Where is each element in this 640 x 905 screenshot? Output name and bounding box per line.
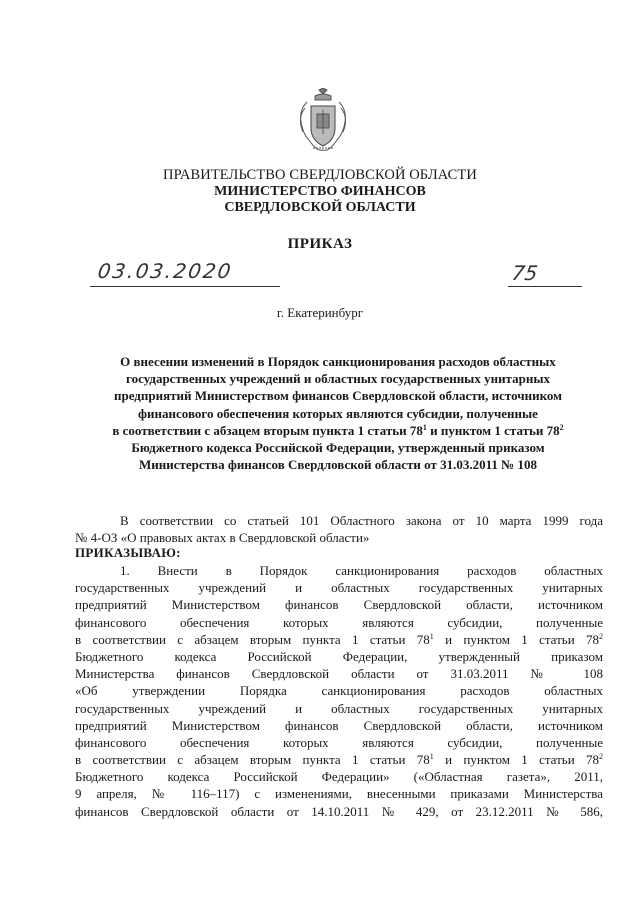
- item-1-paragraph: [75, 562, 603, 820]
- superscript: 1: [429, 752, 434, 762]
- body-line: «Об утверждении Порядка санкционирования расходов областных: [75, 683, 603, 699]
- body-text: в соответствии с абзацем вторым пункта 1 статьи 78: [75, 752, 430, 768]
- body-line: 1. Внести в Порядок санкционирования расходов областных: [120, 563, 603, 578]
- date-underline: [90, 286, 280, 287]
- handwritten-number: 75: [510, 261, 540, 285]
- subject-line: государственных учреждений и областных государственных унитарных: [126, 371, 550, 387]
- subject-line: Министерства финансов Свердловской области от 31.03.2011 № 108: [139, 457, 537, 473]
- superscript: 1: [422, 422, 427, 432]
- subject-line: предприятий Министерством финансов Свердловской области, источником: [113, 388, 563, 404]
- order-subject: [60, 353, 616, 473]
- superscript: 2: [559, 422, 564, 432]
- body-text: и пунктом 1 статьи 78: [433, 752, 599, 768]
- subject-text: в соответствии с абзацем вторым пункта 1 статьи 78: [112, 422, 423, 438]
- ministry-name-line1: МИНИСТЕРСТВО ФИНАНСОВ: [214, 184, 426, 199]
- subject-line: О внесении изменений в Порядок санкционирования расходов областных: [120, 354, 556, 369]
- subject-line: финансового обеспечения которых являются субсидии, полученные: [138, 405, 538, 421]
- ministry-name-line2: СВЕРДЛОВСКОЙ ОБЛАСТИ: [224, 200, 416, 215]
- number-underline: [508, 286, 582, 287]
- body-line: государственных учреждений и областных государственных унитарных: [75, 580, 603, 596]
- coat-of-arms-emblem: [295, 88, 351, 156]
- body-line: финансового обеспечения которых являются субсидии, полученные: [75, 614, 603, 630]
- body-line: [75, 751, 603, 768]
- body-text: в соответствии с абзацем вторым пункта 1 статьи 78: [75, 631, 430, 647]
- body-line: финансового обеспечения которых являются субсидии, полученные: [75, 734, 603, 750]
- body-line: Бюджетного кодекса Российской Федерации, утвержденный приказом: [75, 648, 603, 664]
- superscript: 1: [429, 631, 434, 641]
- body-line: № 4-ОЗ «О правовых актах в Свердловской области»: [75, 530, 370, 546]
- order-word: ПРИКАЗЫВАЮ:: [75, 545, 181, 560]
- body-line: Бюджетного кодекса Российской Федерации» («Областная газета», 2011,: [75, 769, 603, 785]
- body-line: предприятий Министерством финансов Свердловской области, источником: [75, 597, 603, 613]
- body-text: и пунктом 1 статьи 78: [433, 631, 599, 647]
- handwritten-date: 03.03.2020: [96, 259, 235, 283]
- body-line: [75, 631, 603, 648]
- government-name: ПРАВИТЕЛЬСТВО СВЕРДЛОВСКОЙ ОБЛАСТИ: [163, 167, 477, 183]
- body-line: предприятий Министерством финансов Свердловской области, источником: [75, 717, 603, 733]
- superscript: 2: [599, 631, 603, 641]
- body-line: Министерства финансов Свердловской области от 31.03.2011 № 108: [75, 666, 603, 682]
- intro-paragraph: [75, 512, 603, 546]
- body-line: 9 апреля, № 116–117) с изменениями, внесенными приказами Министерства: [75, 786, 603, 802]
- subject-line: [60, 422, 616, 439]
- subject-line: Бюджетного кодекса Российской Федерации, утвержденный приказом: [131, 440, 545, 456]
- city: г. Екатеринбург: [276, 305, 364, 320]
- superscript: 2: [599, 752, 603, 762]
- body-line: В соответствии со статьей 101 Областного закона от 10 марта 1999 года: [120, 513, 603, 528]
- body-line: государственных учреждений и областных государственных унитарных: [75, 700, 603, 716]
- document-title: ПРИКАЗ: [287, 236, 353, 252]
- body-line: финансов Свердловской области от 14.10.2011 № 429, от 23.12.2011 № 586,: [75, 803, 603, 819]
- subject-text: и пунктом 1 статьи 78: [426, 422, 560, 438]
